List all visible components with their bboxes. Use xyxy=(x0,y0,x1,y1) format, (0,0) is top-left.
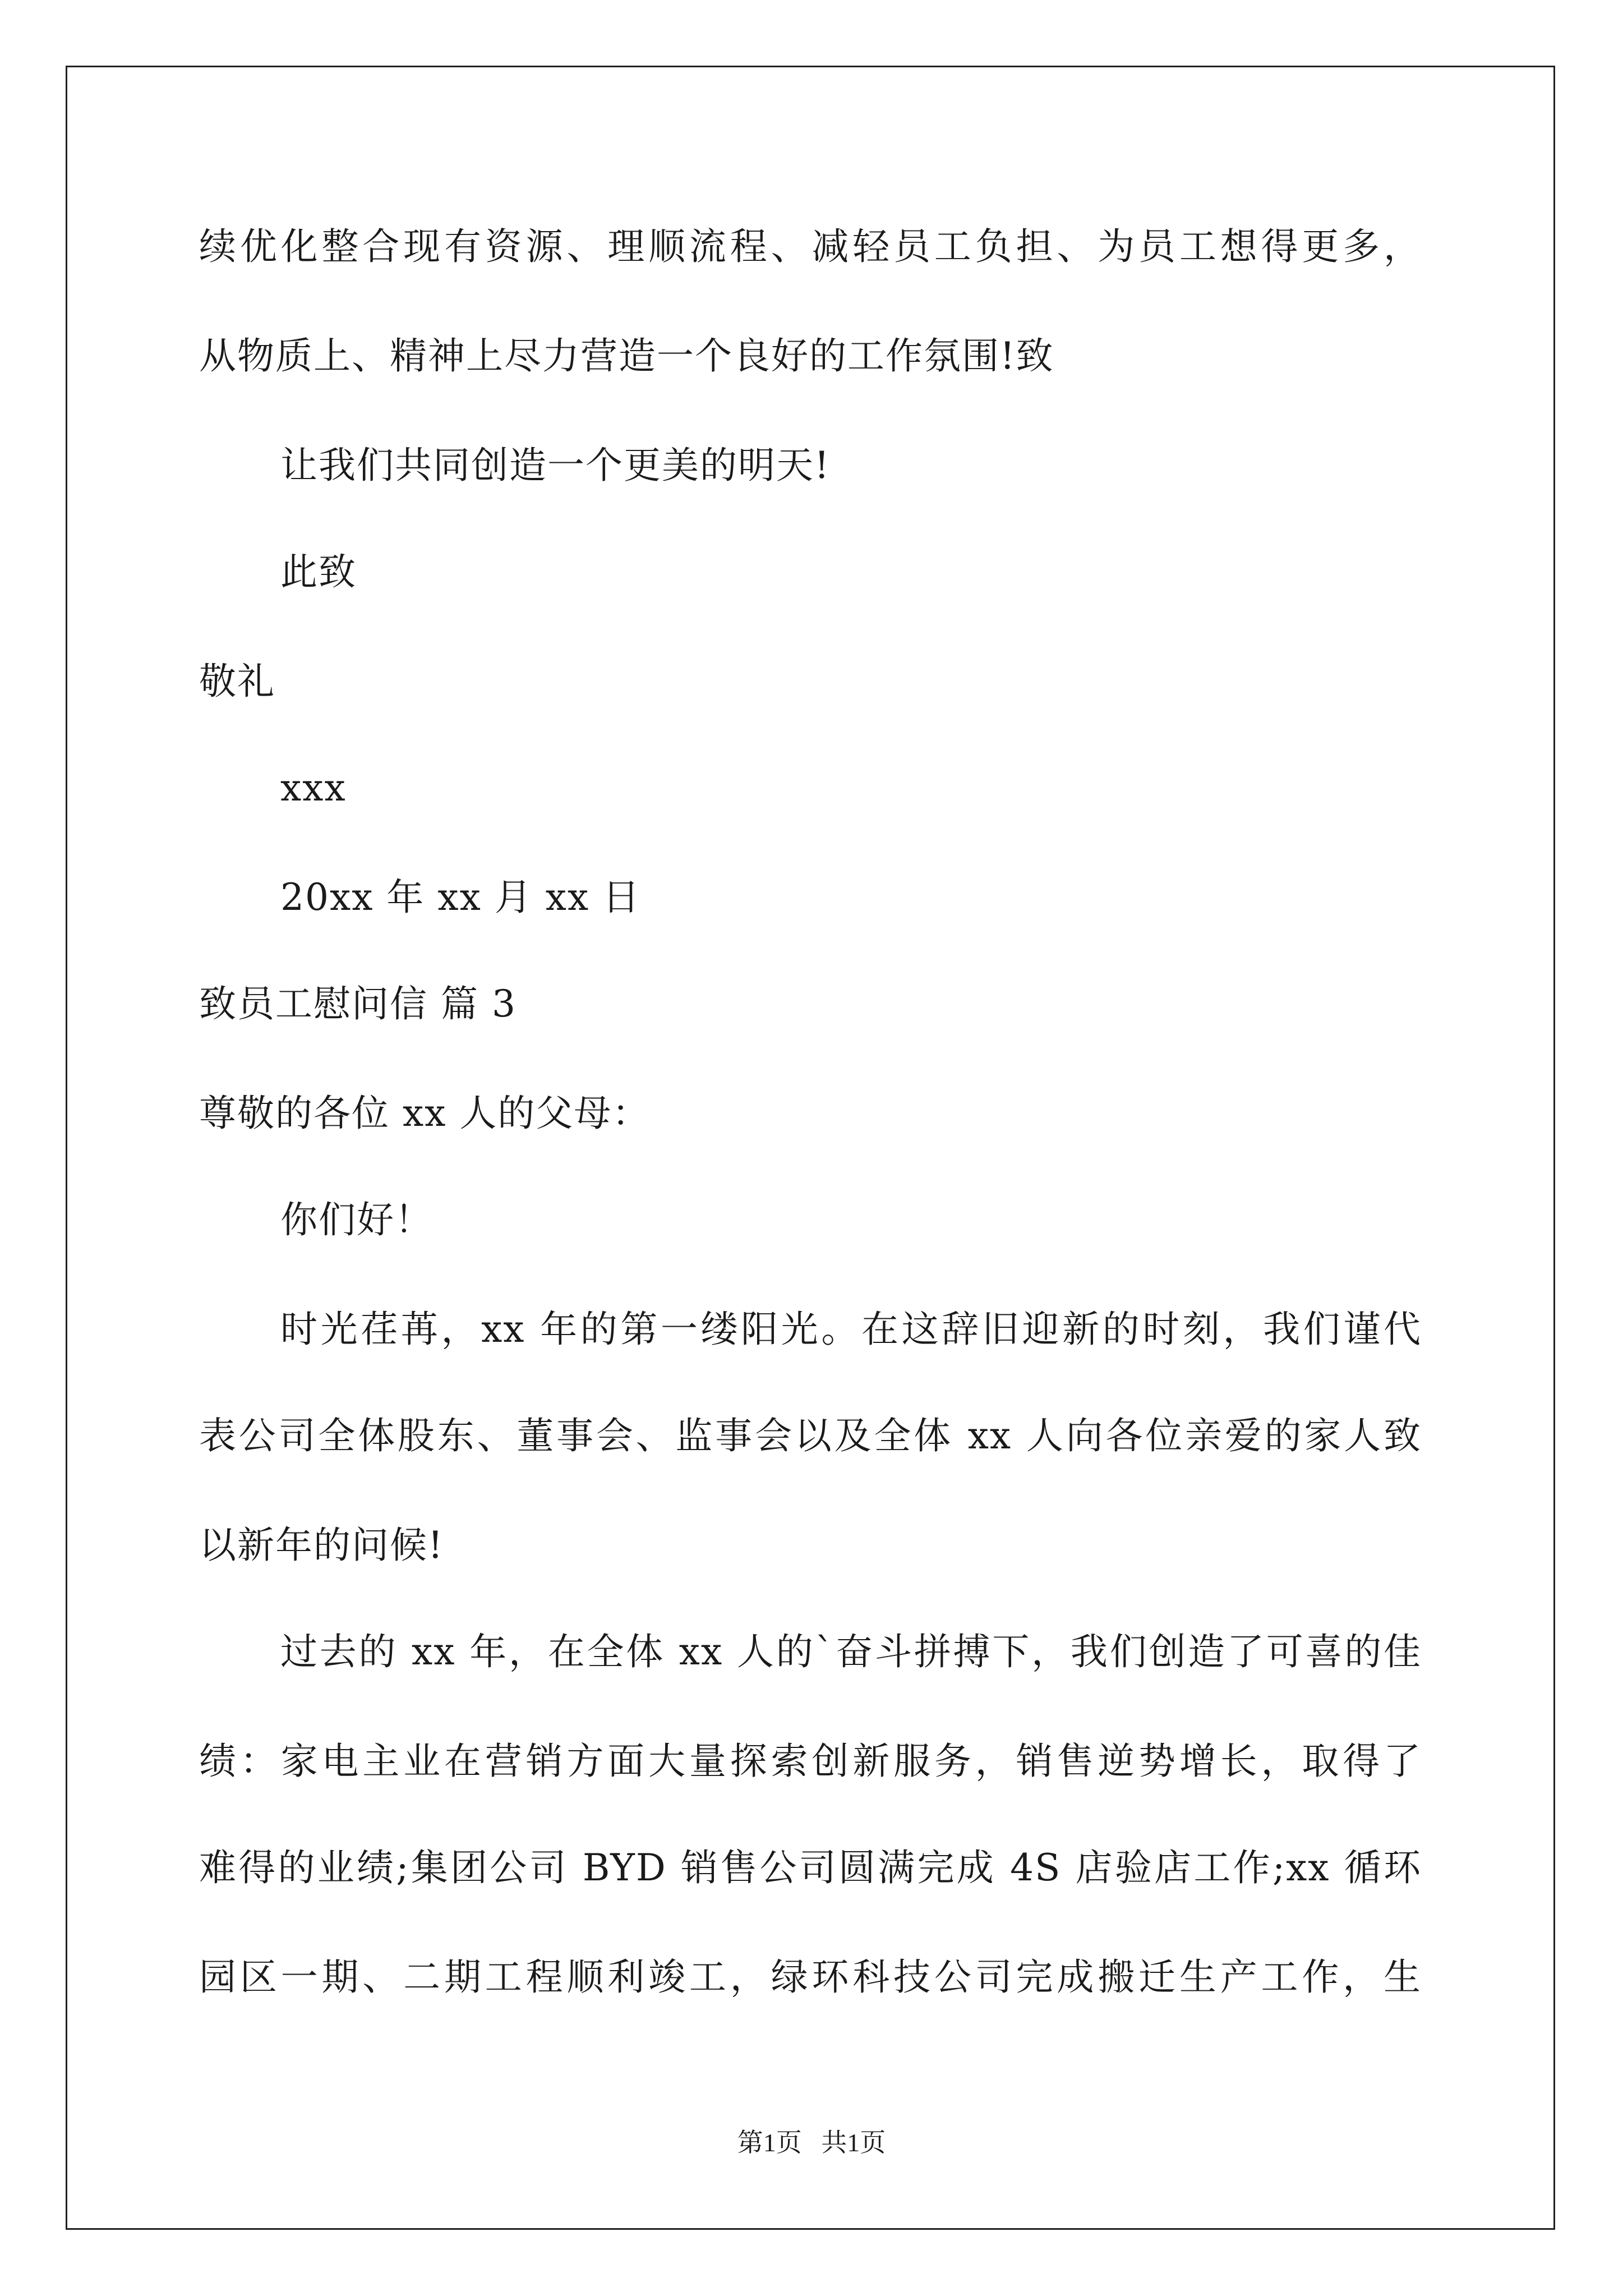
paragraph-line: 过去的 xx 年，在全体 xx 人的`奋斗拼搏下，我们创造了可喜的佳 xyxy=(280,1630,1422,1673)
signature-date: 20xx 年 xx 月 xx 日 xyxy=(280,876,641,919)
paragraph-line: 从物质上、精神上尽力营造一个良好的工作氛围!致 xyxy=(199,334,1054,378)
paragraph-line: 难得的业绩;集团公司 BYD 销售公司圆满完成 4S 店验店工作;xx 循环 xyxy=(199,1846,1422,1889)
paragraph-line: 园区一期、二期工程顺利竣工，绿环科技公司完成搬迁生产工作，生 xyxy=(199,1955,1422,1999)
paragraph-line: 绩：家电主业在营销方面大量探索创新服务，销售逆势增长，取得了 xyxy=(199,1740,1422,1783)
section-title: 致员工慰问信 篇 3 xyxy=(199,982,517,1025)
paragraph-line: 你们好！ xyxy=(280,1198,433,1241)
paragraph-line: 让我们共同创造一个更美的明天! xyxy=(280,444,831,487)
paragraph-line: 以新年的问候! xyxy=(199,1524,444,1567)
signature-name: xxx xyxy=(280,766,347,809)
paragraph-line: 表公司全体股东、董事会、监事会以及全体 xx 人向各位亲爱的家人致 xyxy=(199,1414,1422,1457)
page-footer: 第1页 共1页 xyxy=(737,2128,886,2157)
paragraph-line: 时光荏苒，xx 年的第一缕阳光。在这辞旧迎新的时刻，我们谨代 xyxy=(280,1308,1422,1351)
salutation: 敬礼 xyxy=(199,660,275,703)
paragraph-line: 续优化整合现有资源、理顺流程、减轻员工负担、为员工想得更多， xyxy=(199,225,1422,268)
page-border xyxy=(66,66,1555,2230)
closing-phrase: 此致 xyxy=(280,550,357,593)
greeting: 尊敬的各位 xx 人的父母： xyxy=(199,1092,651,1135)
